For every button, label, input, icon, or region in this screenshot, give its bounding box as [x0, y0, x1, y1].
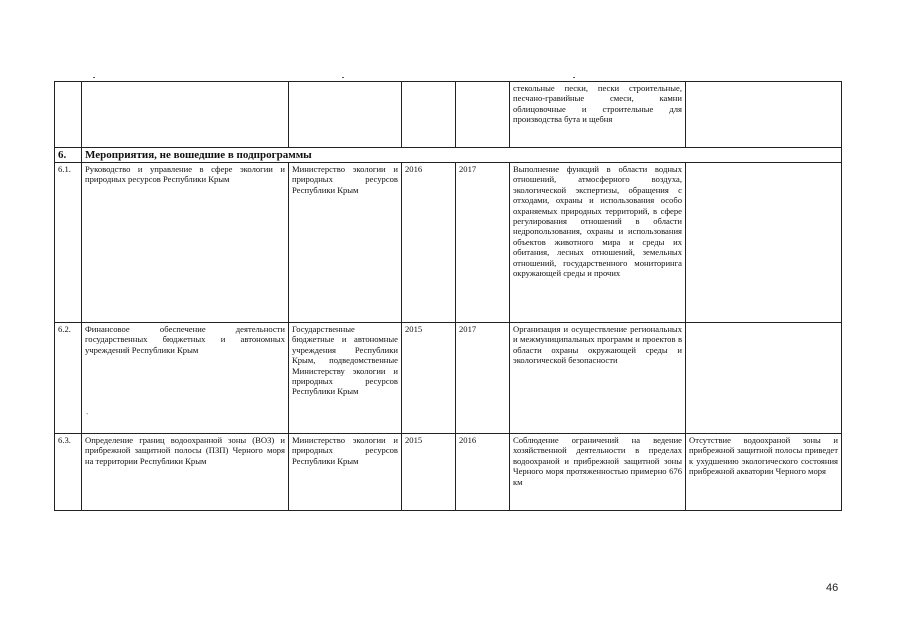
- activities-table: [54, 81, 842, 511]
- scan-speck: [342, 77, 344, 78]
- scan-speck: [93, 77, 95, 78]
- row-end-year: 2016: [456, 434, 510, 511]
- cell-name: [82, 82, 289, 148]
- cell-start: [402, 82, 456, 148]
- table-row: [55, 434, 842, 511]
- cell-end: [456, 82, 510, 148]
- row-name: Определение границ водоохранной зоны (ВОЗ) и прибрежной защитной полосы (ПЗП) Черного моря на территории Республики Крым: [82, 434, 289, 511]
- row-number: 6.2.: [55, 323, 82, 434]
- row-end-year: 2017: [456, 163, 510, 323]
- row-executor: Министерство экологии и природных ресурсов Республики Крым: [289, 163, 402, 323]
- section-title: Мероприятия, не вошедшие в подпрограммы: [82, 148, 842, 163]
- section-number: 6.: [55, 148, 82, 163]
- scan-mark: `: [86, 412, 89, 421]
- row-executor: Министерство экологии и природных ресурсов Республики Крым: [289, 434, 402, 511]
- page-number: 46: [826, 582, 839, 594]
- table-row: [55, 163, 842, 323]
- table-row: [55, 323, 842, 434]
- row-start-year: 2015: [402, 434, 456, 511]
- row-result: Соблюдение ограничений на ведение хозяйственной деятельности в пределах водоохраной и прибрежной защитной зоны Черного моря протяженностью примерно 676 км: [510, 434, 686, 511]
- scan-speck: [573, 77, 575, 78]
- row-consequence: [686, 163, 842, 323]
- cell-num: [55, 82, 82, 148]
- table-row-continuation: [55, 82, 842, 148]
- row-name: Руководство и управление в сфере экологии и природных ресурсов Республики Крым: [82, 163, 289, 323]
- row-result: Выполнение функций в области водных отношений, атмосферного воздуха, экологической экспертизы, обращения с отходами, охраны и использования особо охраняемых природных территорий, в сфере регулирования отношений в области недропользования, охраны и использования объектов животного мира и среды их обитания, лесных отношений, земельных отношений, государственного мониторинга окружающей среды и прочих: [510, 163, 686, 323]
- row-result: Организация и осуществление региональных и межмуниципальных программ и проектов в области охраны окружающей среды и экологической безопасности: [510, 323, 686, 434]
- row-end-year: 2017: [456, 323, 510, 434]
- cell-executor: [289, 82, 402, 148]
- cell-consequence: [686, 82, 842, 148]
- row-executor: Государственные бюджетные и автономные учреждения Республики Крым, подведомственные Министерству экологии и природных ресурсов Республики Крым: [289, 323, 402, 434]
- cell-result: стекольные пески, пески строительные, песчано-гравийные смеси, камни облицовочные и строительные для производства бута и щебня: [510, 82, 686, 148]
- row-consequence: Отсутствие водоохраной зоны и прибрежной защитной полосы приведет к ухудшению экологического состояния прибрежной акватории Черного моря: [686, 434, 842, 511]
- row-start-year: 2016: [402, 163, 456, 323]
- row-number: 6.3.: [55, 434, 82, 511]
- row-start-year: 2015: [402, 323, 456, 434]
- section-row: [55, 148, 842, 163]
- row-consequence: [686, 323, 842, 434]
- row-name: Финансовое обеспечение деятельности государственных бюджетных и автономных учреждений Республики Крым: [82, 323, 289, 434]
- row-number: 6.1.: [55, 163, 82, 323]
